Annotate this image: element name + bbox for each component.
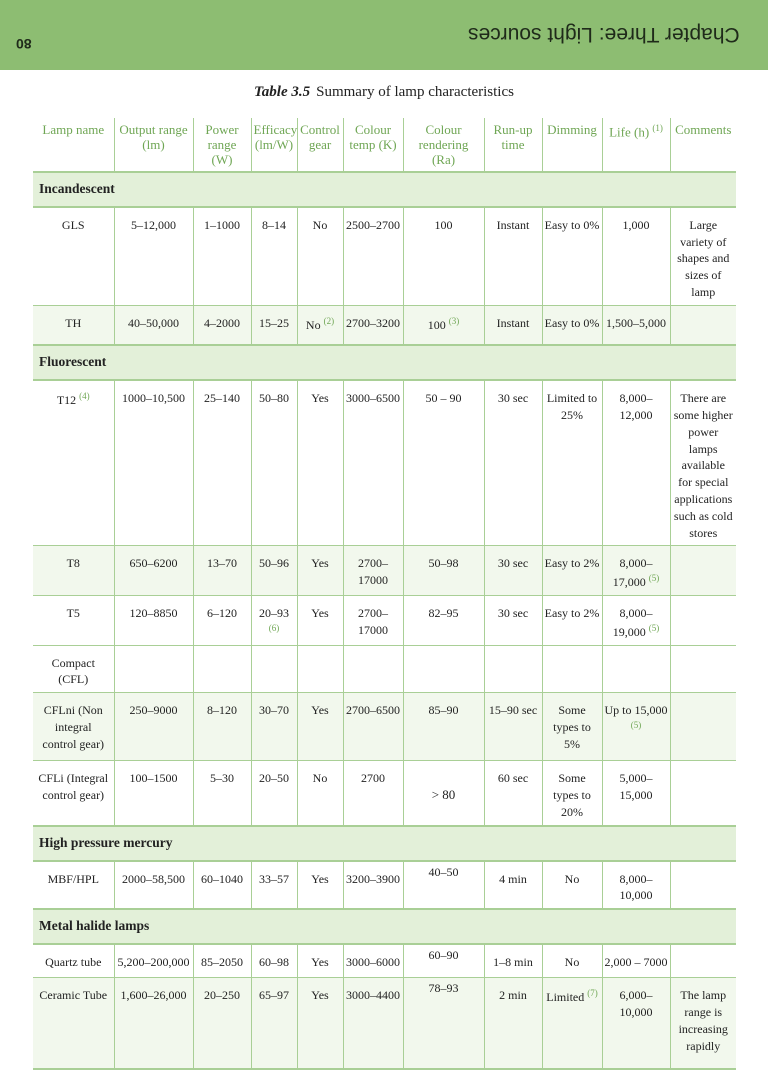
output-cell: 2000–58,500: [114, 861, 193, 910]
temp-cell: 3000–6000: [343, 944, 403, 978]
empty-cell: [542, 645, 602, 693]
life-cell: 1,500–5,000: [602, 305, 670, 345]
lamp-name-cell: TH: [33, 305, 114, 345]
gear-cell: Yes: [297, 546, 343, 596]
runup-cell: 60 sec: [484, 761, 542, 826]
section-label: Metal halide lamps: [33, 909, 736, 944]
power-cell: 60–1040: [193, 861, 251, 910]
output-cell: 1,600–26,000: [114, 978, 193, 1069]
dimming-cell: No: [542, 861, 602, 910]
section-label: High pressure mercury: [33, 826, 736, 861]
col-power-range: Power range (W): [193, 118, 251, 172]
footnote-marker: (4): [79, 391, 90, 402]
life-cell: 2,000 – 7000: [602, 944, 670, 978]
table-title: Summary of lamp characteristics: [316, 84, 514, 100]
runup-cell: 30 sec: [484, 546, 542, 596]
comments-cell: [670, 305, 736, 345]
output-cell: 650–6200: [114, 546, 193, 596]
col-efficacy: Efficacy (lm/W): [251, 118, 297, 172]
power-cell: 1–1000: [193, 207, 251, 305]
table-row-t8: [33, 546, 736, 596]
gear-cell: Yes: [297, 693, 343, 761]
table-row-th: [33, 305, 736, 345]
lamp-name-cell: Quartz tube: [33, 944, 114, 978]
dimming-cell: No: [542, 944, 602, 978]
page-number: 80: [16, 36, 32, 52]
comments-cell: The lamp range is increasing rapidly: [670, 978, 736, 1069]
comments-cell: [670, 861, 736, 910]
life-cell: 8,000–10,000: [602, 861, 670, 910]
gear-cell: No: [297, 761, 343, 826]
comments-cell: Large variety of shapes and sizes of lamp: [670, 207, 736, 305]
section-row-high-pressure-mercury: [33, 826, 736, 861]
runup-cell: 2 min: [484, 978, 542, 1069]
rendering-cell: 60–90: [403, 944, 484, 978]
power-cell: 5–30: [193, 761, 251, 826]
gear-cell: Yes: [297, 861, 343, 910]
output-cell: 5,200–200,000: [114, 944, 193, 978]
lamp-name-cell: Ceramic Tube: [33, 978, 114, 1069]
section-row-fluorescent: [33, 345, 736, 380]
footnote-marker: (1): [652, 123, 663, 133]
section-row-metal-halide: [33, 909, 736, 944]
power-cell: 20–250: [193, 978, 251, 1069]
output-cell: 40–50,000: [114, 305, 193, 345]
empty-cell: [484, 645, 542, 693]
efficacy-cell: 30–70: [251, 693, 297, 761]
runup-cell: 30 sec: [484, 596, 542, 646]
section-row-incandescent: [33, 172, 736, 207]
dimming-cell: Easy to 0%: [542, 305, 602, 345]
table-row-quartz-tube: [33, 944, 736, 978]
col-dimming: Dimming: [542, 118, 602, 172]
chapter-title: Chapter Three: Light sources: [468, 23, 740, 46]
gear-cell: Yes: [297, 380, 343, 546]
power-cell: 13–70: [193, 546, 251, 596]
runup-cell: 30 sec: [484, 380, 542, 546]
lamp-name-cell: T5: [33, 596, 114, 646]
rendering-cell: 82–95: [403, 596, 484, 646]
dimming-cell: Easy to 2%: [542, 596, 602, 646]
efficacy-cell: 20–93 $^{(6)}$: [251, 596, 297, 646]
lamp-name-cell: T12 $^{(4)}$: [33, 380, 114, 546]
table-row-t5: [33, 596, 736, 646]
temp-cell: 3000–6500: [343, 380, 403, 546]
rendering-cell: > 80: [403, 761, 484, 826]
power-cell: 85–2050: [193, 944, 251, 978]
efficacy-cell: 60–98: [251, 944, 297, 978]
power-cell: 4–2000: [193, 305, 251, 345]
gear-cell: No: [297, 207, 343, 305]
gear-cell: No $^{(2)}$: [297, 305, 343, 345]
runup-cell: Instant: [484, 207, 542, 305]
gear-cell: Yes: [297, 978, 343, 1069]
temp-cell: 2700–17000: [343, 596, 403, 646]
empty-cell: [193, 645, 251, 693]
table-number: Table 3.5: [254, 84, 311, 100]
life-cell: 6,000–10,000: [602, 978, 670, 1069]
output-cell: 5–12,000: [114, 207, 193, 305]
temp-cell: 3200–3900: [343, 861, 403, 910]
footnote-marker: (5): [648, 622, 660, 633]
comments-cell: There are some higher power lamps available for special applications such as cold stores: [670, 380, 736, 546]
empty-cell: [403, 645, 484, 693]
life-cell: 8,000–12,000: [602, 380, 670, 546]
comments-cell: [670, 693, 736, 761]
efficacy-cell: 50–96: [251, 546, 297, 596]
lamp-name-cell: CFLni (Non integral control gear): [33, 693, 114, 761]
dimming-cell: Limited to 25%: [542, 380, 602, 546]
table-header-row: [33, 118, 736, 172]
empty-cell: [114, 645, 193, 693]
col-comments: Comments: [670, 118, 736, 172]
life-cell: 5,000–15,000: [602, 761, 670, 826]
table-row-t12: [33, 380, 736, 546]
comments-cell: [670, 546, 736, 596]
footnote-marker: (5): [648, 573, 660, 584]
gear-cell: Yes: [297, 944, 343, 978]
temp-cell: 2500–2700: [343, 207, 403, 305]
efficacy-cell: 8–14: [251, 207, 297, 305]
lamp-name-cell: T8: [33, 546, 114, 596]
chapter-header-band: [0, 0, 768, 70]
rendering-cell: 50 – 90: [403, 380, 484, 546]
life-cell: 8,000–19,000 $^{(5)}$: [602, 596, 670, 646]
efficacy-cell: 33–57: [251, 861, 297, 910]
col-life: Life (h) $^{(1)}$: [602, 118, 670, 172]
lamp-characteristics-table: [33, 118, 736, 1070]
output-cell: 1000–10,500: [114, 380, 193, 546]
dimming-cell: Easy to 2%: [542, 546, 602, 596]
life-cell: 8,000–17,000 $^{(5)}$: [602, 546, 670, 596]
footnote-marker: (7): [587, 988, 598, 999]
efficacy-cell: 50–80: [251, 380, 297, 546]
runup-cell: Instant: [484, 305, 542, 345]
comments-cell: [670, 761, 736, 826]
efficacy-cell: 65–97: [251, 978, 297, 1069]
rendering-cell: 40–50: [403, 861, 484, 910]
col-control-gear: Control gear: [297, 118, 343, 172]
col-lamp-name: Lamp name: [33, 118, 114, 172]
power-cell: 8–120: [193, 693, 251, 761]
temp-cell: 2700–6500: [343, 693, 403, 761]
temp-cell: 2700–17000: [343, 546, 403, 596]
rendering-cell: 100: [403, 207, 484, 305]
empty-cell: [602, 645, 670, 693]
comments-cell: [670, 596, 736, 646]
dimming-cell: Some types to 20%: [542, 761, 602, 826]
efficacy-cell: 20–50: [251, 761, 297, 826]
temp-cell: 2700: [343, 761, 403, 826]
efficacy-cell: 15–25: [251, 305, 297, 345]
col-run-up-time: Run-up time: [484, 118, 542, 172]
col-colour-temp: Colour temp (K): [343, 118, 403, 172]
empty-cell: [343, 645, 403, 693]
lamp-name-cell: Compact (CFL): [33, 645, 114, 693]
dimming-cell: Easy to 0%: [542, 207, 602, 305]
runup-cell: 4 min: [484, 861, 542, 910]
section-label: Fluorescent: [33, 345, 736, 380]
output-cell: 100–1500: [114, 761, 193, 826]
table-row-gls: [33, 207, 736, 305]
power-cell: 25–140: [193, 380, 251, 546]
table-row-cfli: [33, 761, 736, 826]
table-row-ceramic-tube: [33, 978, 736, 1069]
table-row-cflni: [33, 693, 736, 761]
rendering-cell: 100 $^{(3)}$: [403, 305, 484, 345]
rendering-cell: 50–98: [403, 546, 484, 596]
rendering-cell: 85–90: [403, 693, 484, 761]
dimming-cell: Some types to 5%: [542, 693, 602, 761]
temp-cell: 3000–4400: [343, 978, 403, 1069]
life-cell: 1,000: [602, 207, 670, 305]
life-cell: Up to 15,000 $^{(5)}$: [602, 693, 670, 761]
power-cell: 6–120: [193, 596, 251, 646]
section-label: Incandescent: [33, 172, 736, 207]
runup-cell: 1–8 min: [484, 944, 542, 978]
runup-cell: 15–90 sec: [484, 693, 542, 761]
table-row-mbf-hpl: [33, 861, 736, 910]
temp-cell: 2700–3200: [343, 305, 403, 345]
gear-cell: Yes: [297, 596, 343, 646]
footnote-marker: (3): [448, 315, 460, 326]
empty-cell: [251, 645, 297, 693]
empty-cell: [670, 645, 736, 693]
lamp-name-cell: MBF/HPL: [33, 861, 114, 910]
footnote-marker: (2): [323, 315, 335, 326]
dimming-cell: Limited $^{(7)}$: [542, 978, 602, 1069]
lamp-name-cell: GLS: [33, 207, 114, 305]
rendering-cell: 78–93: [403, 978, 484, 1069]
footnote-marker: (5): [630, 720, 642, 731]
table-row-compact: [33, 645, 736, 693]
output-cell: 120–8850: [114, 596, 193, 646]
col-output-range: Output range (lm): [114, 118, 193, 172]
empty-cell: [297, 645, 343, 693]
output-cell: 250–9000: [114, 693, 193, 761]
footnote-marker: (6): [268, 622, 280, 633]
lamp-name-cell: CFLi (Integral control gear): [33, 761, 114, 826]
comments-cell: [670, 944, 736, 978]
table-caption: [0, 84, 768, 101]
col-colour-rendering: Colour rendering (Ra): [403, 118, 484, 172]
